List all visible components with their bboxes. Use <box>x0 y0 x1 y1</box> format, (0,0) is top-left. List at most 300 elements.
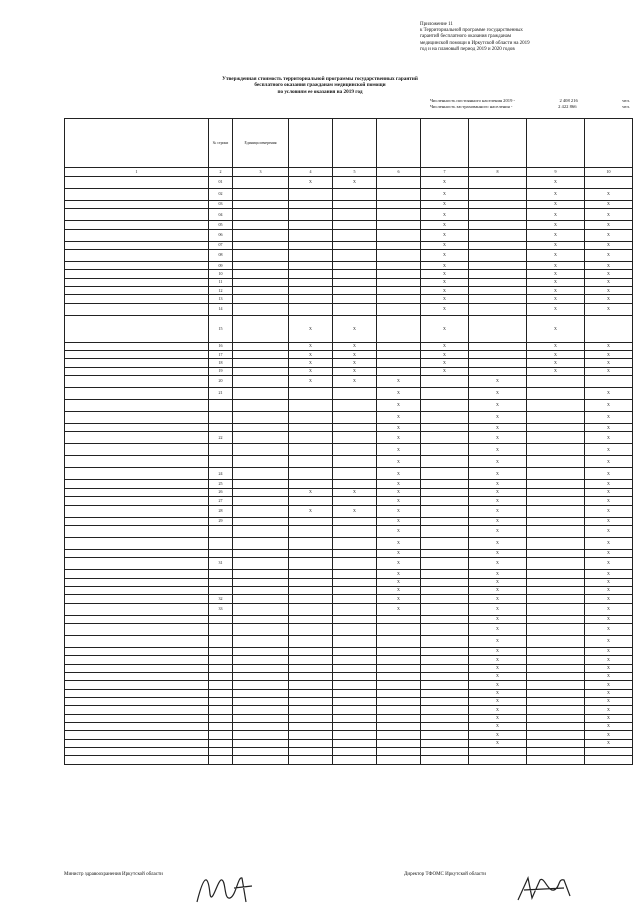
table-cell <box>209 635 233 647</box>
table-cell <box>289 647 333 655</box>
table-cell: Х <box>469 444 527 456</box>
table-row <box>65 480 633 488</box>
table-row <box>65 681 633 689</box>
table-cell: Х <box>469 570 527 578</box>
appendix-line: к Территориальной программе государственных <box>420 28 523 34</box>
table-cell: Х <box>585 714 633 722</box>
table-cell: Х <box>585 595 633 603</box>
table-cell <box>233 432 289 444</box>
table-cell: Х <box>333 342 377 350</box>
table-row <box>65 706 633 714</box>
table-cell: Х <box>333 351 377 359</box>
table-cell <box>333 706 377 714</box>
table-cell <box>233 412 289 424</box>
table-cell <box>377 723 421 731</box>
table-cell: Х <box>421 262 469 270</box>
table-row <box>65 537 633 549</box>
table-cell <box>65 367 209 375</box>
table-cell <box>377 278 421 286</box>
table-cell <box>233 229 289 241</box>
table-cell <box>65 623 209 635</box>
table-cell <box>65 250 209 262</box>
table-cell <box>289 558 333 570</box>
table-cell <box>289 229 333 241</box>
table-cell <box>527 656 585 664</box>
table-cell <box>469 177 527 189</box>
table-cell <box>233 262 289 270</box>
table-cell: № строки <box>209 119 233 168</box>
table-cell: Х <box>585 635 633 647</box>
table-cell: Х <box>421 270 469 278</box>
table-cell <box>527 376 585 388</box>
table-cell <box>527 603 585 615</box>
table-cell <box>233 315 289 342</box>
table-cell <box>469 295 527 303</box>
table-cell <box>421 488 469 496</box>
table-cell <box>209 570 233 578</box>
table-cell <box>333 303 377 315</box>
table-row <box>65 456 633 468</box>
table-cell <box>289 525 333 537</box>
table-cell: 8 <box>469 168 527 177</box>
table-cell <box>527 444 585 456</box>
table-cell <box>65 697 209 705</box>
table-cell <box>421 635 469 647</box>
table-row <box>65 432 633 444</box>
table-cell <box>233 558 289 570</box>
table-cell <box>209 748 233 756</box>
table-cell <box>289 578 333 586</box>
table-row <box>65 656 633 664</box>
table-cell <box>527 505 585 517</box>
table-cell <box>333 595 377 603</box>
table-cell <box>527 456 585 468</box>
table-row <box>65 209 633 221</box>
table-cell <box>65 517 209 525</box>
table-cell <box>333 517 377 525</box>
table-cell <box>209 412 233 424</box>
table-cell: Х <box>377 376 421 388</box>
table-cell <box>377 295 421 303</box>
table-cell <box>233 456 289 468</box>
table-cell: Х <box>377 517 421 525</box>
table-cell: Х <box>527 315 585 342</box>
table-cell <box>65 351 209 359</box>
table-cell: Х <box>585 697 633 705</box>
table-cell: Х <box>585 505 633 517</box>
table-cell <box>377 748 421 756</box>
table-cell <box>527 623 585 635</box>
table-row <box>65 664 633 672</box>
table-cell: Х <box>421 295 469 303</box>
table-cell: Х <box>585 731 633 739</box>
table-cell <box>233 549 289 557</box>
table-row <box>65 549 633 557</box>
table-cell: Х <box>421 278 469 286</box>
table-cell <box>377 303 421 315</box>
table-cell <box>333 656 377 664</box>
table-row <box>65 558 633 570</box>
table-cell <box>65 412 209 424</box>
table-cell: Х <box>585 189 633 201</box>
table-cell <box>333 714 377 722</box>
table-cell: Х <box>585 739 633 747</box>
table-cell: Х <box>527 303 585 315</box>
table-cell <box>527 615 585 623</box>
table-cell <box>233 672 289 680</box>
table-cell <box>421 748 469 756</box>
table-cell <box>65 295 209 303</box>
table-cell: Х <box>527 262 585 270</box>
appendix-line: Приложение 11 <box>420 22 453 27</box>
table-cell <box>421 549 469 557</box>
table-cell <box>65 558 209 570</box>
table-cell <box>65 570 209 578</box>
table-cell <box>233 303 289 315</box>
table-cell <box>289 672 333 680</box>
table-cell: Х <box>585 262 633 270</box>
table-cell <box>289 731 333 739</box>
table-cell <box>421 558 469 570</box>
table-cell <box>469 287 527 295</box>
table-cell: Х <box>585 537 633 549</box>
table-cell <box>289 586 333 594</box>
table-cell <box>585 315 633 342</box>
table-cell <box>469 270 527 278</box>
table-cell: Х <box>585 706 633 714</box>
table-cell <box>289 456 333 468</box>
table-cell <box>527 739 585 747</box>
table-cell <box>333 229 377 241</box>
table-cell <box>333 525 377 537</box>
table-cell <box>65 756 209 764</box>
table-cell <box>233 505 289 517</box>
table-cell <box>377 615 421 623</box>
table-cell <box>65 488 209 496</box>
table-cell <box>527 488 585 496</box>
table-cell: Х <box>289 342 333 350</box>
table-cell: Х <box>469 635 527 647</box>
table-cell <box>233 295 289 303</box>
table-cell <box>333 444 377 456</box>
table-cell <box>65 656 209 664</box>
table-cell <box>289 748 333 756</box>
table-cell <box>377 241 421 249</box>
table-cell: Х <box>527 250 585 262</box>
document-title <box>150 76 490 95</box>
table-cell <box>421 517 469 525</box>
table-cell <box>65 303 209 315</box>
table-cell <box>585 756 633 764</box>
table-cell <box>421 456 469 468</box>
table-cell <box>289 424 333 432</box>
table-cell <box>333 295 377 303</box>
table-cell <box>289 756 333 764</box>
table-row <box>65 388 633 400</box>
table-cell <box>233 537 289 549</box>
table-cell <box>289 189 333 201</box>
table-cell: Х <box>469 647 527 655</box>
stat-label: Численность застрахованного населения - <box>430 104 513 109</box>
table-cell: Х <box>469 603 527 615</box>
table-cell <box>65 505 209 517</box>
table-cell <box>65 456 209 468</box>
table-cell <box>65 731 209 739</box>
table-cell <box>527 517 585 525</box>
table-cell: Х <box>377 400 421 412</box>
table-cell: Х <box>527 270 585 278</box>
table-cell <box>333 250 377 262</box>
table-cell <box>289 388 333 400</box>
table-cell <box>289 270 333 278</box>
table-cell <box>333 412 377 424</box>
table-cell <box>333 480 377 488</box>
table-cell: Х <box>377 488 421 496</box>
table-cell <box>233 480 289 488</box>
table-cell <box>585 748 633 756</box>
table-cell <box>333 647 377 655</box>
table-cell <box>585 119 633 168</box>
table-cell <box>333 287 377 295</box>
table-cell: Х <box>469 723 527 731</box>
table-cell <box>527 432 585 444</box>
table-cell <box>527 635 585 647</box>
stat-row <box>430 104 630 110</box>
table-row <box>65 517 633 525</box>
table-cell <box>527 558 585 570</box>
table-cell: 18 <box>209 359 233 367</box>
table-cell <box>65 342 209 350</box>
table-cell: Х <box>377 525 421 537</box>
table-cell <box>421 570 469 578</box>
table-cell: 08 <box>209 250 233 262</box>
table-cell <box>209 424 233 432</box>
table-cell <box>209 756 233 764</box>
table-cell: 11 <box>209 278 233 286</box>
table-cell: Х <box>377 537 421 549</box>
table-cell: Х <box>289 359 333 367</box>
table-cell <box>377 739 421 747</box>
table-cell: Х <box>333 359 377 367</box>
appendix-line: год и на плановый период 2019 и 2020 годов <box>420 46 515 52</box>
table-cell: Х <box>377 586 421 594</box>
table-cell <box>233 697 289 705</box>
table-cell: 09 <box>209 262 233 270</box>
table-row <box>65 315 633 342</box>
table-cell: Х <box>469 488 527 496</box>
table-cell <box>65 578 209 586</box>
table-cell <box>527 647 585 655</box>
table-cell <box>333 635 377 647</box>
table-cell <box>469 241 527 249</box>
table-cell <box>289 287 333 295</box>
table-cell <box>233 615 289 623</box>
stat-unit: чел. <box>622 98 630 103</box>
table-cell <box>585 376 633 388</box>
table-cell: Х <box>421 229 469 241</box>
table-row <box>65 468 633 480</box>
table-cell: Х <box>469 697 527 705</box>
table-cell: 05 <box>209 221 233 229</box>
table-cell <box>209 706 233 714</box>
table-cell: Единица измерения <box>233 119 289 168</box>
table-cell: Х <box>585 647 633 655</box>
table-cell <box>65 229 209 241</box>
appendix-line: медицинской помощи в Иркутской области на 2019 <box>420 40 530 46</box>
table-cell: Х <box>469 388 527 400</box>
table-cell: Х <box>585 689 633 697</box>
table-cell <box>65 603 209 615</box>
table-cell <box>469 262 527 270</box>
table-cell <box>209 623 233 635</box>
table-cell <box>527 681 585 689</box>
table-cell: Х <box>585 497 633 505</box>
table-cell: Х <box>585 681 633 689</box>
table-cell <box>421 505 469 517</box>
table-cell: Х <box>469 558 527 570</box>
table-cell <box>233 586 289 594</box>
table-cell: Х <box>421 303 469 315</box>
table-cell <box>289 209 333 221</box>
table-cell <box>421 376 469 388</box>
table-cell <box>65 359 209 367</box>
table-cell: Х <box>421 177 469 189</box>
table-cell <box>421 432 469 444</box>
table-cell <box>421 664 469 672</box>
table-cell: Х <box>585 480 633 488</box>
table-cell <box>333 262 377 270</box>
table-cell: 03 <box>209 201 233 209</box>
table-cell <box>527 424 585 432</box>
table-cell <box>377 342 421 350</box>
table-cell: Х <box>469 623 527 635</box>
table-cell <box>233 468 289 480</box>
table-cell: Х <box>585 432 633 444</box>
table-row <box>65 689 633 697</box>
table-cell <box>289 278 333 286</box>
table-cell <box>421 424 469 432</box>
table-cell <box>377 177 421 189</box>
table-cell: Х <box>333 376 377 388</box>
table-cell <box>333 558 377 570</box>
stat-unit: чел. <box>622 104 630 109</box>
table-cell <box>377 315 421 342</box>
table-cell: Х <box>585 412 633 424</box>
table-cell <box>377 201 421 209</box>
table-cell <box>65 424 209 432</box>
table-cell: Х <box>585 586 633 594</box>
table-cell: Х <box>377 424 421 432</box>
table-cell: Х <box>469 549 527 557</box>
table-cell: Х <box>333 505 377 517</box>
table-cell <box>289 603 333 615</box>
table-row <box>65 505 633 517</box>
table-cell <box>233 388 289 400</box>
table-cell: Х <box>333 315 377 342</box>
table-cell <box>65 287 209 295</box>
table-cell <box>209 647 233 655</box>
title-line: бесплатного оказания гражданам медицинской помощи <box>254 82 386 89</box>
table-cell <box>333 388 377 400</box>
table-cell: Х <box>585 603 633 615</box>
table-cell <box>233 221 289 229</box>
table-cell: Х <box>377 456 421 468</box>
table-cell <box>469 359 527 367</box>
table-cell <box>377 189 421 201</box>
table-cell <box>421 756 469 764</box>
table-cell <box>233 731 289 739</box>
table-cell: Х <box>585 615 633 623</box>
table-cell <box>289 262 333 270</box>
table-cell <box>333 756 377 764</box>
table-cell <box>469 351 527 359</box>
table-cell <box>333 615 377 623</box>
table-cell <box>333 689 377 697</box>
table-cell: 4 <box>289 168 333 177</box>
table-cell <box>333 424 377 432</box>
table-cell <box>289 412 333 424</box>
table-cell <box>233 351 289 359</box>
table-cell <box>233 656 289 664</box>
table-cell: Х <box>289 351 333 359</box>
table-cell <box>65 119 209 168</box>
table-cell <box>527 714 585 722</box>
table-row <box>65 424 633 432</box>
table-cell <box>289 468 333 480</box>
table-cell <box>527 119 585 168</box>
table-cell <box>377 250 421 262</box>
table-row <box>65 570 633 578</box>
table-cell <box>65 388 209 400</box>
table-cell <box>209 739 233 747</box>
table-cell <box>209 456 233 468</box>
table-cell <box>377 221 421 229</box>
table-cell <box>469 342 527 350</box>
table-cell <box>233 342 289 350</box>
table-cell <box>233 756 289 764</box>
table-cell <box>289 635 333 647</box>
table-cell <box>333 456 377 468</box>
table-cell: 16 <box>209 342 233 350</box>
table-cell: Х <box>377 595 421 603</box>
table-cell: 01 <box>209 177 233 189</box>
table-cell <box>527 537 585 549</box>
table-cell <box>333 221 377 229</box>
table-cell: 28 <box>209 505 233 517</box>
table-cell: Х <box>585 664 633 672</box>
table-cell <box>289 714 333 722</box>
table-cell: Х <box>289 367 333 375</box>
table-cell <box>527 748 585 756</box>
table-cell <box>421 525 469 537</box>
table-cell <box>233 367 289 375</box>
table-row <box>65 595 633 603</box>
table-cell: Х <box>289 315 333 342</box>
table-row <box>65 303 633 315</box>
table-row <box>65 189 633 201</box>
table-cell <box>65 468 209 480</box>
table-cell: Х <box>585 400 633 412</box>
table-row <box>65 270 633 278</box>
table-cell: Х <box>585 342 633 350</box>
table-cell <box>233 603 289 615</box>
table-cell <box>65 681 209 689</box>
table-cell: 2 <box>209 168 233 177</box>
table-cell <box>421 537 469 549</box>
table-row <box>65 376 633 388</box>
table-cell: 33 <box>209 603 233 615</box>
table-cell <box>469 303 527 315</box>
